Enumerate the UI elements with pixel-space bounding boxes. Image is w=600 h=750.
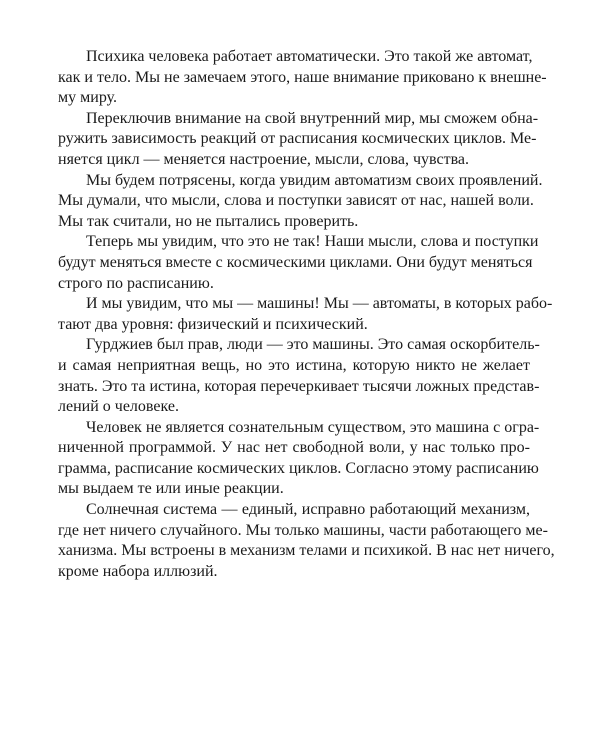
paragraph-7: [58, 418, 540, 500]
text-line: Мы так считали, но не пытались проверить.: [58, 212, 359, 230]
text-line: где нет ничего случайного. Мы только машины, части работающего ме-: [58, 521, 548, 539]
text-line: Психика человека работает автоматически. Это такой же автомат,: [86, 48, 533, 65]
paragraph-2: [58, 109, 539, 171]
text-line: ружить зависимость реакций от расписания космических циклов. Ме-: [58, 130, 537, 148]
text-line: лений о человеке.: [58, 398, 179, 416]
text-line: Гурджиев был прав, люди — это машины. Это самая оскорбитель-: [86, 336, 540, 354]
page-body: [58, 47, 555, 582]
text-line: строго по расписанию.: [58, 274, 214, 292]
text-line: кроме набора иллюзий.: [58, 562, 218, 580]
paragraph-3: [58, 171, 543, 233]
text-line: Мы думали, что мысли, слова и поступки зависят от нас, нашей воли.: [58, 192, 534, 210]
text-line: будут меняться вместе с космическими циклами. Они будут меняться: [58, 253, 533, 271]
text-line: ханизма. Мы встроены в механизм телами и психикой. В нас нет ничего,: [58, 542, 555, 560]
paragraph-8: [58, 500, 555, 582]
text-line: ниченной программой. У нас нет свободной воли, у нас только про-: [58, 439, 530, 457]
text-line: му миру.: [58, 89, 117, 107]
text-line: няется цикл — меняется настроение, мысли, слова, чувства.: [58, 150, 470, 168]
text-line: Солнечная система — единый, исправно работающий механизм,: [86, 501, 530, 519]
text-line: знать. Это та истина, которая перечеркивает тысячи ложных представ-: [58, 377, 540, 395]
text-line: И мы увидим, что мы — машины! Мы — автоматы, в которых рабо-: [86, 295, 553, 313]
text-line: как и тело. Мы не замечаем этого, наше внимание приковано к внешне-: [58, 68, 547, 86]
paragraph-6: [58, 335, 540, 417]
text-line: Человек не является сознательным существом, это машина с огра-: [86, 418, 540, 436]
text-line: Теперь мы увидим, что это не так! Наши мысли, слова и поступки: [86, 233, 539, 251]
text-line: и самая неприятная вещь, но это истина, которую никто не желает: [58, 356, 530, 374]
text-line: тают два уровня: физический и психический.: [58, 315, 368, 333]
paragraph-4: [58, 232, 539, 294]
text-line: Мы будем потрясены, когда увидим автоматизм своих проявлений.: [86, 171, 543, 189]
text-line: мы выдаем те или иные реакции.: [58, 480, 284, 498]
paragraph-5: [58, 294, 553, 335]
paragraph-1: [58, 47, 547, 109]
text-line: Переключив внимание на свой внутренний мир, мы сможем обна-: [86, 109, 539, 127]
text-line: грамма, расписание космических циклов. Согласно этому расписанию: [58, 459, 539, 477]
